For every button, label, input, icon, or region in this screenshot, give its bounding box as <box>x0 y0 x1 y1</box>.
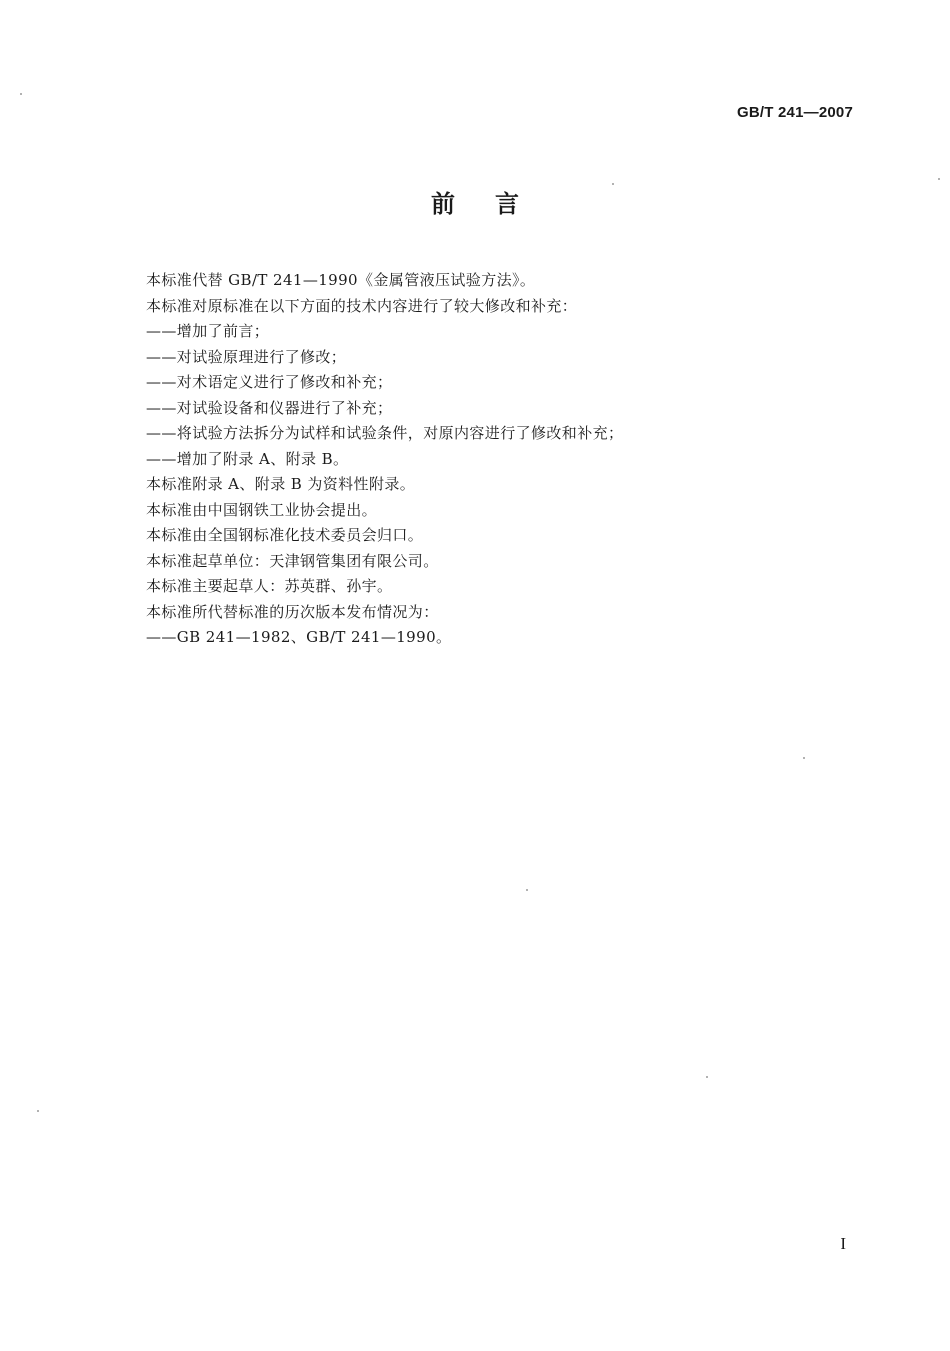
text-line: 本标准由中国钢铁工业协会提出。 <box>146 500 378 519</box>
text-line: 本标准对原标准在以下方面的技术内容进行了较大修改和补充： <box>146 296 578 315</box>
text-line: 本标准主要起草人：苏英群、孙宇。 <box>146 577 393 595</box>
text-line: ——对术语定义进行了修改和补充； <box>146 373 393 391</box>
scan-speck <box>37 1110 39 1112</box>
text-line: 本标准附录 A、附录 B 为资料性附录。 <box>146 475 416 493</box>
text-line: ——对试验设备和仪器进行了补充； <box>146 398 393 417</box>
foreword-body <box>146 268 846 651</box>
page-number: I <box>840 1234 846 1253</box>
text-line: ——增加了前言； <box>146 322 270 340</box>
text-line: ——GB 241—1982、GB/T 241—1990。 <box>146 628 452 646</box>
text-line: ——对试验原理进行了修改； <box>146 347 347 366</box>
standard-number: GB/T 241—2007 <box>737 104 853 121</box>
page-title: 前言 <box>431 190 559 218</box>
scan-speck <box>612 183 614 185</box>
text-line: 本标准代替 GB/T 241—1990《金属管液压试验方法》。 <box>146 271 536 289</box>
text-line: 本标准由全国钢标准化技术委员会归口。 <box>146 526 424 544</box>
scan-speck <box>938 178 940 180</box>
scan-speck <box>803 757 805 759</box>
text-line: ——将试验方法拆分为试样和试验条件，对原内容进行了修改和补充； <box>146 424 624 442</box>
text-line: 本标准所代替标准的历次版本发布情况为： <box>146 602 439 621</box>
text-line: ——增加了附录 A、附录 B。 <box>146 449 349 468</box>
scan-speck <box>20 93 22 95</box>
scan-speck <box>526 889 528 891</box>
text-line: 本标准起草单位：天津钢管集团有限公司。 <box>146 551 439 570</box>
scan-speck <box>706 1076 708 1078</box>
